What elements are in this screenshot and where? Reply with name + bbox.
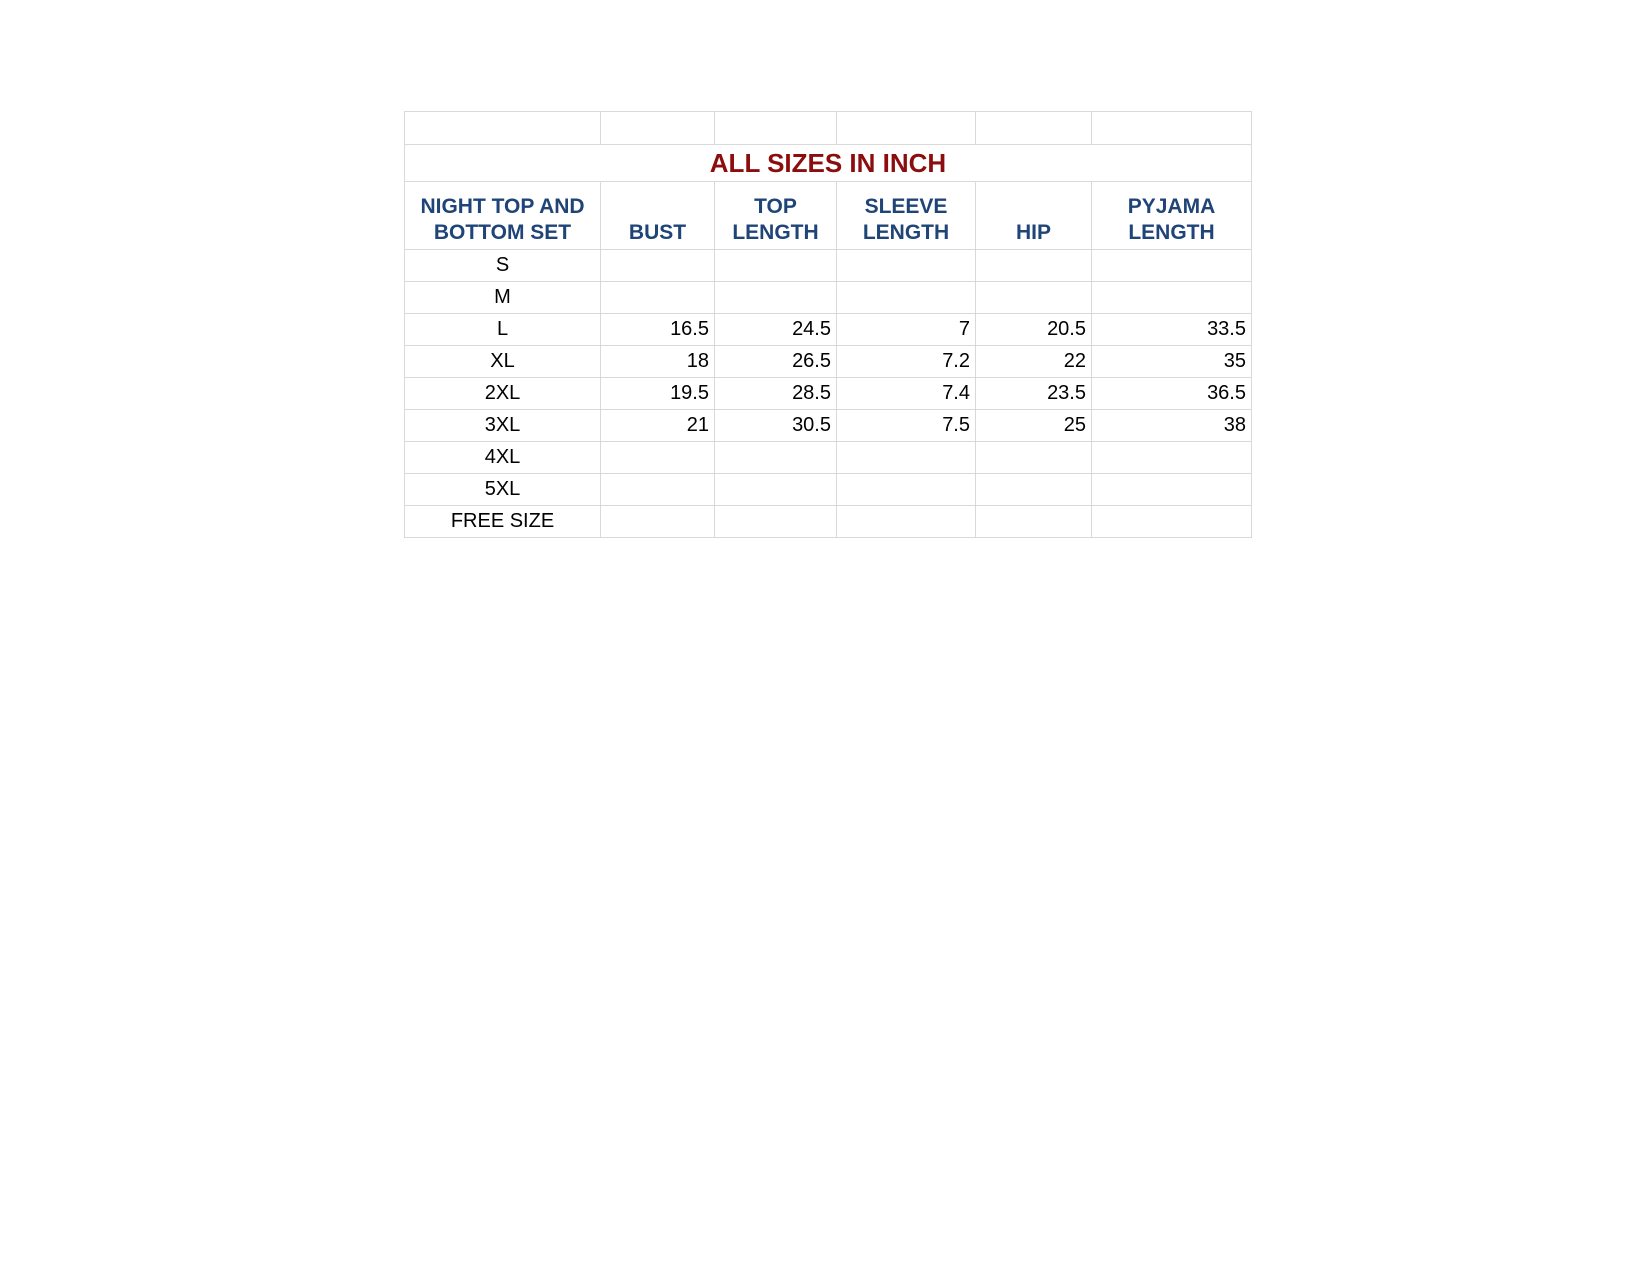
top-length-value: 24.5 bbox=[715, 314, 837, 346]
pyjama-length-value bbox=[1092, 250, 1252, 282]
blank-cell bbox=[976, 112, 1092, 145]
blank-row bbox=[405, 112, 1252, 145]
hip-value bbox=[976, 474, 1092, 506]
sleeve-length-value: 7.5 bbox=[837, 410, 976, 442]
sleeve-length-value: 7.4 bbox=[837, 378, 976, 410]
blank-cell bbox=[405, 112, 601, 145]
table-row bbox=[405, 506, 1252, 538]
chart-title: ALL SIZES IN INCH bbox=[405, 145, 1252, 182]
size-label: XL bbox=[405, 346, 601, 378]
hip-value bbox=[976, 442, 1092, 474]
bust-value: 18 bbox=[601, 346, 715, 378]
hip-value bbox=[976, 282, 1092, 314]
sleeve-length-value: 7.2 bbox=[837, 346, 976, 378]
sleeve-length-value bbox=[837, 474, 976, 506]
top-length-value bbox=[715, 282, 837, 314]
title-row bbox=[405, 145, 1252, 182]
top-length-value: 26.5 bbox=[715, 346, 837, 378]
header-pyjama-length: PYJAMA LENGTH bbox=[1092, 182, 1252, 250]
pyjama-length-value bbox=[1092, 474, 1252, 506]
top-length-value: 30.5 bbox=[715, 410, 837, 442]
bust-value: 19.5 bbox=[601, 378, 715, 410]
sleeve-length-value bbox=[837, 250, 976, 282]
bust-value bbox=[601, 442, 715, 474]
hip-value: 25 bbox=[976, 410, 1092, 442]
top-length-value bbox=[715, 506, 837, 538]
bust-value: 21 bbox=[601, 410, 715, 442]
header-set-name: NIGHT TOP AND BOTTOM SET bbox=[405, 182, 601, 250]
size-chart-table bbox=[404, 111, 1252, 538]
hip-value bbox=[976, 506, 1092, 538]
bust-value: 16.5 bbox=[601, 314, 715, 346]
hip-value: 20.5 bbox=[976, 314, 1092, 346]
blank-cell bbox=[715, 112, 837, 145]
table-row bbox=[405, 282, 1252, 314]
pyjama-length-value: 35 bbox=[1092, 346, 1252, 378]
sleeve-length-value: 7 bbox=[837, 314, 976, 346]
hip-value: 23.5 bbox=[976, 378, 1092, 410]
top-length-value bbox=[715, 474, 837, 506]
size-label: 4XL bbox=[405, 442, 601, 474]
bust-value bbox=[601, 474, 715, 506]
pyjama-length-value: 33.5 bbox=[1092, 314, 1252, 346]
size-label: 5XL bbox=[405, 474, 601, 506]
size-label: 2XL bbox=[405, 378, 601, 410]
sleeve-length-value bbox=[837, 442, 976, 474]
table-row bbox=[405, 410, 1252, 442]
top-length-value: 28.5 bbox=[715, 378, 837, 410]
blank-cell bbox=[601, 112, 715, 145]
pyjama-length-value bbox=[1092, 282, 1252, 314]
table-row bbox=[405, 314, 1252, 346]
bust-value bbox=[601, 250, 715, 282]
size-label: M bbox=[405, 282, 601, 314]
blank-cell bbox=[837, 112, 976, 145]
bust-value bbox=[601, 506, 715, 538]
size-label: L bbox=[405, 314, 601, 346]
blank-cell bbox=[1092, 112, 1252, 145]
table-row bbox=[405, 442, 1252, 474]
hip-value bbox=[976, 250, 1092, 282]
table-row bbox=[405, 250, 1252, 282]
header-sleeve-length: SLEEVE LENGTH bbox=[837, 182, 976, 250]
size-chart-body bbox=[405, 112, 1252, 538]
pyjama-length-value: 38 bbox=[1092, 410, 1252, 442]
sleeve-length-value bbox=[837, 282, 976, 314]
table-row bbox=[405, 474, 1252, 506]
table-row bbox=[405, 378, 1252, 410]
pyjama-length-value bbox=[1092, 442, 1252, 474]
top-length-value bbox=[715, 250, 837, 282]
header-top-length: TOP LENGTH bbox=[715, 182, 837, 250]
size-label: S bbox=[405, 250, 601, 282]
pyjama-length-value bbox=[1092, 506, 1252, 538]
header-bust: BUST bbox=[601, 182, 715, 250]
bust-value bbox=[601, 282, 715, 314]
header-row bbox=[405, 182, 1252, 250]
pyjama-length-value: 36.5 bbox=[1092, 378, 1252, 410]
sleeve-length-value bbox=[837, 506, 976, 538]
hip-value: 22 bbox=[976, 346, 1092, 378]
size-label: FREE SIZE bbox=[405, 506, 601, 538]
size-label: 3XL bbox=[405, 410, 601, 442]
top-length-value bbox=[715, 442, 837, 474]
header-hip: HIP bbox=[976, 182, 1092, 250]
table-row bbox=[405, 346, 1252, 378]
